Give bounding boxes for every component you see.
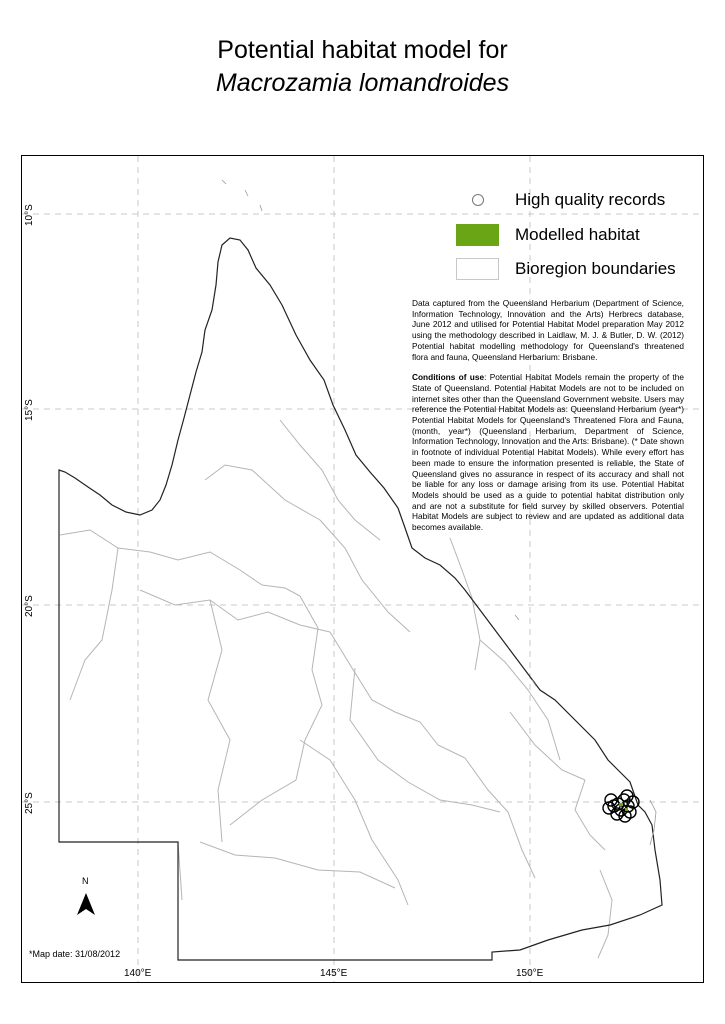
conditions-paragraph <box>412 372 684 533</box>
conditions-text: : Potential Habitat Models remain the property of the State of Queensland. Potential Habitat Models are not to be included on internet sites other than the Queensland Government website. Users may reference the Potential Habitat Models as: Queensland Herbarium (year*) Potential Habitat Models for Queensland's Threatened Flora and Fauna, (month, year*) (Queensland Herbarium, Department of Science, Information Technology, Innovation and the Arts: Brisbane). (* Date shown in footnote of individual Potential Habitat Models). While every effort has been made to ensure the information presented is reliable, the State of Queensland gives no assurance in respect of its accuracy and shall not be liable for any loss or damage arising from its use. Potential Habitat Models should be used as a guide to potential habitat distribution only and are not a substitute for field survey by skilled observers. Potential Habitat Models are subject to review and are updated as additional data becomes available. <box>412 372 684 533</box>
legend-habitat-label: Modelled habitat <box>515 225 640 244</box>
habitat-swatch <box>456 224 499 246</box>
lon-label-145e: 145°E <box>320 968 348 979</box>
lat-label-20s: 20°S <box>24 595 35 617</box>
legend-bioregion-label: Bioregion boundaries <box>515 259 676 278</box>
bioregion-swatch <box>456 258 499 280</box>
lon-label-140e: 140°E <box>124 968 152 979</box>
legend-records-label: High quality records <box>515 190 666 209</box>
lat-label-25s: 25°S <box>24 792 35 814</box>
legend-habitat <box>456 224 640 246</box>
map-title: Potential habitat model for <box>217 36 508 64</box>
lat-label-10s: 10°S <box>24 204 35 226</box>
north-arrow-icon <box>77 893 95 915</box>
lat-label-15s: 15°S <box>24 399 35 421</box>
map-date: *Map date: 31/08/2012 <box>29 949 121 959</box>
info-panel <box>412 298 684 543</box>
legend-records <box>456 190 665 210</box>
north-label: N <box>82 876 89 886</box>
legend-bioregion <box>456 258 676 280</box>
lon-label-150e: 150°E <box>516 968 544 979</box>
species-name: Macrozamia lomandroides <box>215 69 510 97</box>
data-source-text: Data captured from the Queensland Herbarium (Department of Science, Information Technology, Innovation and the Arts) Herbrecs database, June 2012 and utilised for Potential Habitat Model preparation May 2012 using the methodology described in Laidlaw, M. J. & Butler, D. W. (2012) Potential habitat modelling methodology for Queensland's threatened flora and fauna, Queensland Herbarium: Brisbane. <box>412 298 684 362</box>
conditions-heading: Conditions of use <box>412 372 485 383</box>
record-symbol-icon <box>456 194 499 206</box>
